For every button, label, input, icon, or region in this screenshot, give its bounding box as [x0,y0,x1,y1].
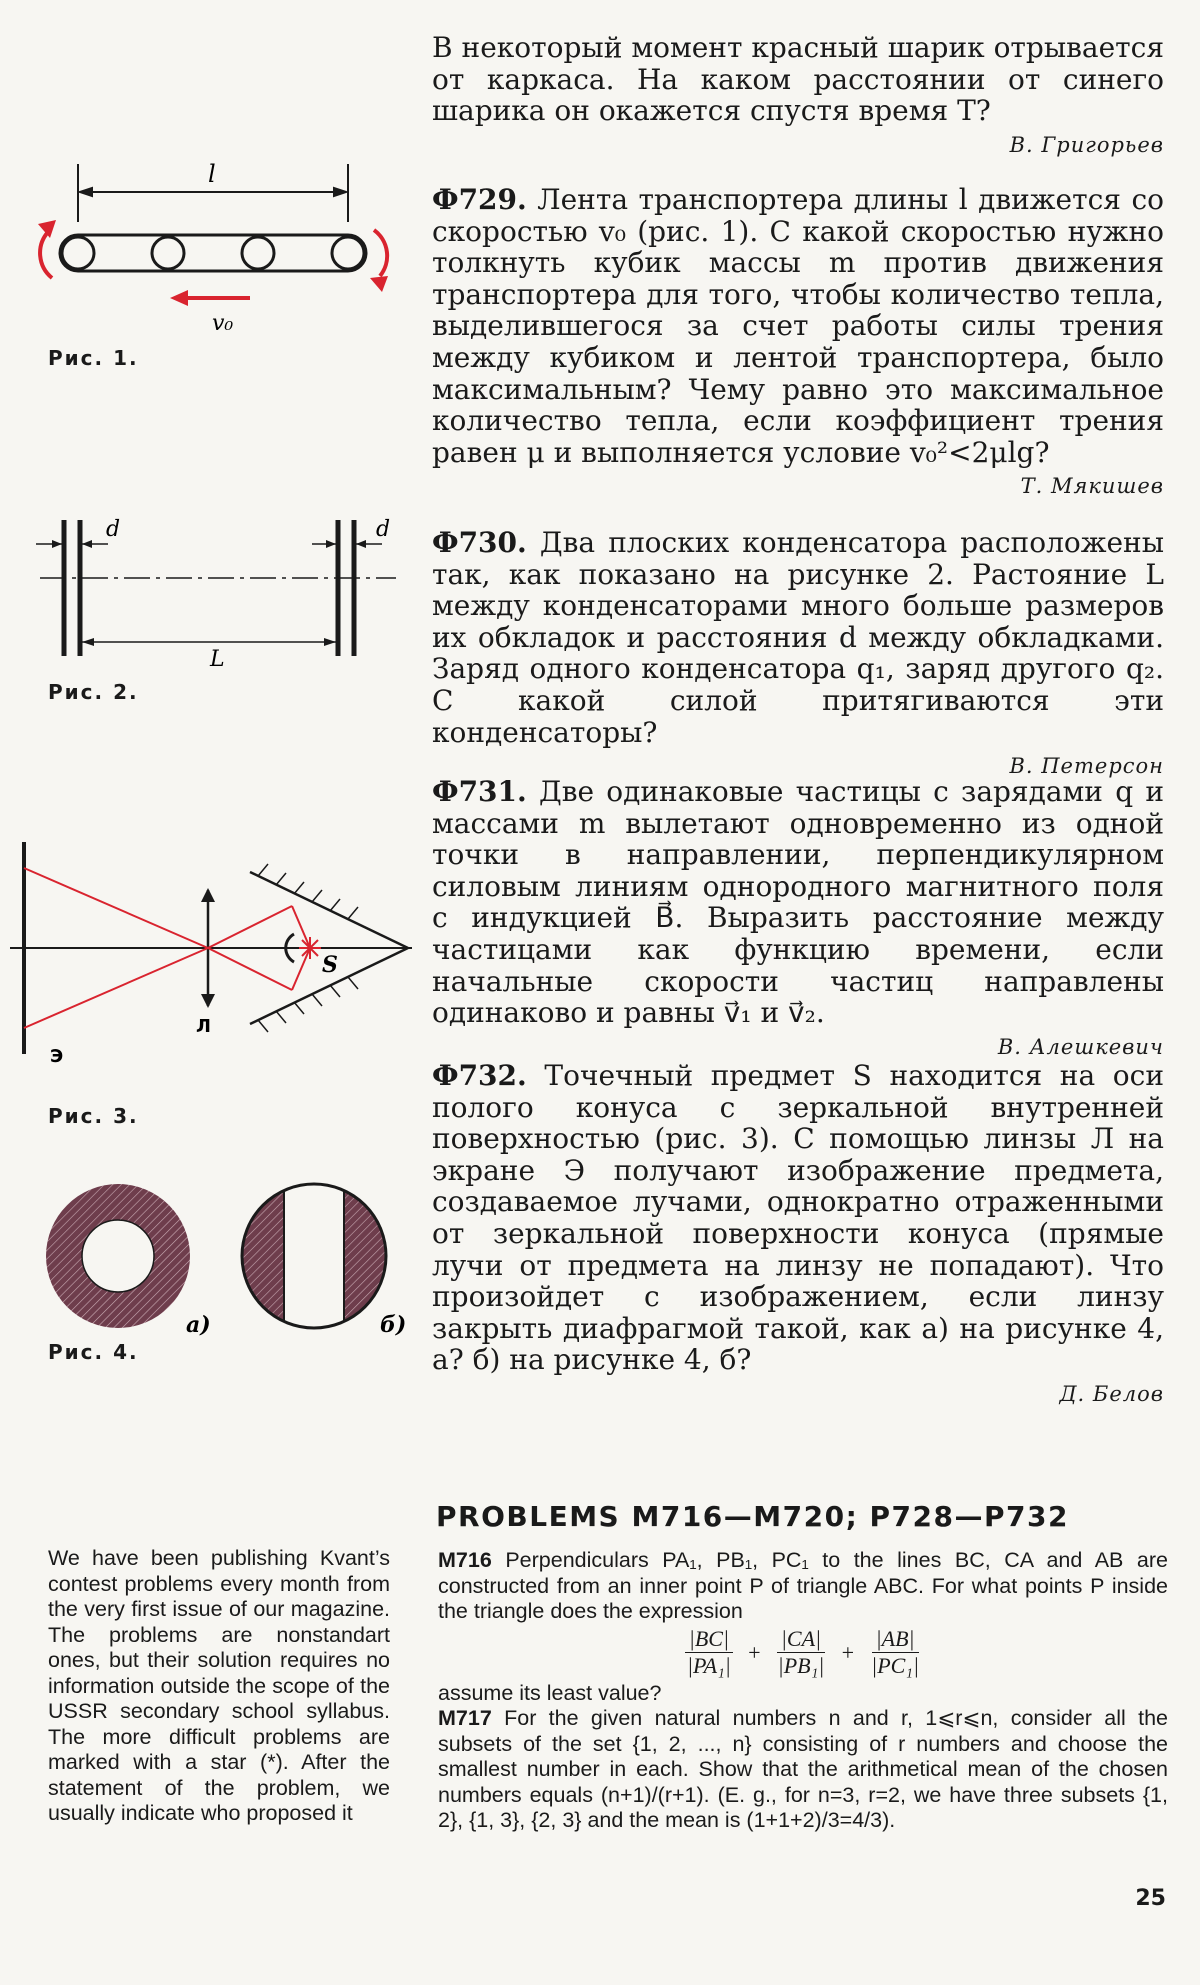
m716-tail: assume its least value? [438,1680,662,1705]
problem-number: Ф729. [432,183,527,216]
plus-sign: + [746,1639,762,1665]
problem-text: Два плоских конденсатора расположены так, как показано на рисунке 2. Растояние L между конденсаторами много больше размеров их обкладок и расстояния d между обкладками. Заряд одного конденсатора q₁, заряд другого q₂. С какой силой притягиваются эти конденсаторы? [432,526,1164,749]
cone-upper [250,872,408,948]
diaphragm-a-hole [82,1220,154,1292]
problem-number: M717 [438,1706,492,1730]
fraction: $\frac{|AB|}{\text{|PC₁|}}$ [871,1626,919,1678]
label-b: б) [380,1312,407,1338]
figure-2-capacitors [36,508,406,668]
problem-number: Ф732. [432,1059,527,1092]
arrowhead-left [80,188,92,196]
english-heading: PROBLEMS M716—M720; P728—P732 [436,1500,1069,1533]
english-problems [438,1548,1168,1834]
problem-number: Ф731. [432,775,527,808]
label-L: L [210,647,225,668]
figure-4-diaphragms [36,1176,416,1346]
problem-text: For the given natural numbers n and r, 1⩽r⩽n, consider all the subsets of the set {1, 2, ..., n} consisting of r numbers and choose the smallest number in each. Show that the arithmetical mean of the chosen numbers equals (n+1)/(r+1). (E. g., for n=3, r=2, we have three subsets {1, 2}, {1, 3}, {2, 3} and the mean is (1+1+2)/3=4/3). [438,1706,1168,1832]
figure-3-cone-lens [10,830,430,1070]
plus-sign: + [840,1639,856,1665]
intro-author: В. Григорьев [1009,132,1164,157]
ray [208,948,292,990]
intro-block [432,32,1164,157]
problem-number: Ф730. [432,526,527,559]
source-star [299,937,321,959]
label-a: а) [186,1312,211,1338]
rotation-arrowhead-right [370,276,388,292]
problem-f731 [432,776,1164,1059]
m716-formula [438,1625,1168,1681]
caption-fig-4: Рис. 4. [48,1340,139,1364]
velocity-arrowhead [170,290,188,306]
figure-1-conveyor [30,160,410,340]
problem-text: Perpendiculars PA₁, PB₁, PC₁ to the lines BC, CA and AB are constructed from an inner point P of triangle ABC. For what points P inside the triangle does the expression [438,1548,1168,1623]
problem-author: Д. Белов [1059,1381,1164,1406]
label-d-left: d [106,517,121,542]
problem-number: M716 [438,1548,492,1572]
label-d-right: d [376,517,391,542]
problem-author: В. Петерсон [1009,754,1164,779]
problem-f729 [432,184,1164,498]
problem-author: В. Алешкевич [997,1034,1164,1059]
problem-f732 [432,1060,1164,1406]
lens-arrow-top [201,888,215,902]
cone-hatching-upper [258,864,358,919]
ray [24,948,208,1028]
ray [24,868,208,948]
lens-arrow-bottom [201,994,215,1008]
rotation-arrow-right [374,230,387,276]
problem-text: Точечный предмет S находится на оси полого конуса с зеркальной внутренней поверхностью (рис. 3). С помощью линзы Л на экране Э получают изображение предмета, создаваемое лучами, однократно отраженными от зеркальной поверхности конуса (прямые лучи от предмета на линзу не попадают). Что произойдет с изображением, если линзу закрыть диафрагмой такой, как а) на рисунке 4, а? б) на рисунке 4, б? [432,1059,1164,1377]
label-screen: Э [50,1046,64,1067]
ray [292,906,310,948]
problem-f730 [432,527,1164,778]
ray [292,948,310,990]
fraction: $\frac{|CA|}{\text{|PB₁|}}$ [777,1626,825,1678]
cone-hatching-lower [258,977,358,1032]
label-length: l [208,160,216,188]
problem-text: Две одинаковые частицы с зарядами q и массами m вылетают одновременно из одной точки в направлении, перпендикулярном силовым линиям однородного магнитного поля с индукцией B⃗. Выразить расстояние между частицами как функцию времени, если начальные скорости частиц направлены одинаково и равны v⃗₁ и v⃗₂. [432,775,1164,1030]
english-intro [48,1546,390,1827]
rotation-arrow-left [40,232,52,278]
roller [242,237,274,269]
diaphragm-b-slit [284,1176,344,1346]
label-lens: Л [196,1016,211,1037]
label-velocity: v₀ [212,311,234,336]
intro-text: В некоторый момент красный шарик отрывается от каркаса. На каком расстоянии от синего шарика он окажется спустя время T? [432,31,1164,128]
intro-paragraph: We have been publishing Kvant’s contest problems every month from the very first issue of our magazine. The problems are nonstandart ones, but their solution requires no information outside the scope of the USSR secondary school syllabus. The more difficult problems are marked with a star (*). After the statement of the problem, we usually indicate who proposed it [48,1546,390,1825]
page-number: 25 [1135,1886,1166,1911]
arrowhead-right [334,188,346,196]
caption-fig-2: Рис. 2. [48,680,139,704]
problem-text: Лента транспортера длины l движется со скоростью v₀ (рис. 1). С какой скоростью нужно толкнуть кубик массы m против движения транспортера для того, чтобы количество тепла, выделившегося за счет работы силы трения между кубиком и лентой транспортера, было максимальным? Чему равно это максимальное количество тепла, если коэффициент трения равен μ и выполняется условие v₀²<2μlg? [432,183,1164,469]
roller [332,237,364,269]
ray [208,906,292,948]
problem-author: Т. Мякишев [1020,474,1164,499]
roller [62,237,94,269]
fraction: $\frac{|BC|}{\text{|PA₁|}}$ [683,1626,735,1679]
caption-fig-3: Рис. 3. [48,1104,139,1128]
label-source: S [322,952,338,978]
caption-fig-1: Рис. 1. [48,346,139,370]
roller [152,237,184,269]
